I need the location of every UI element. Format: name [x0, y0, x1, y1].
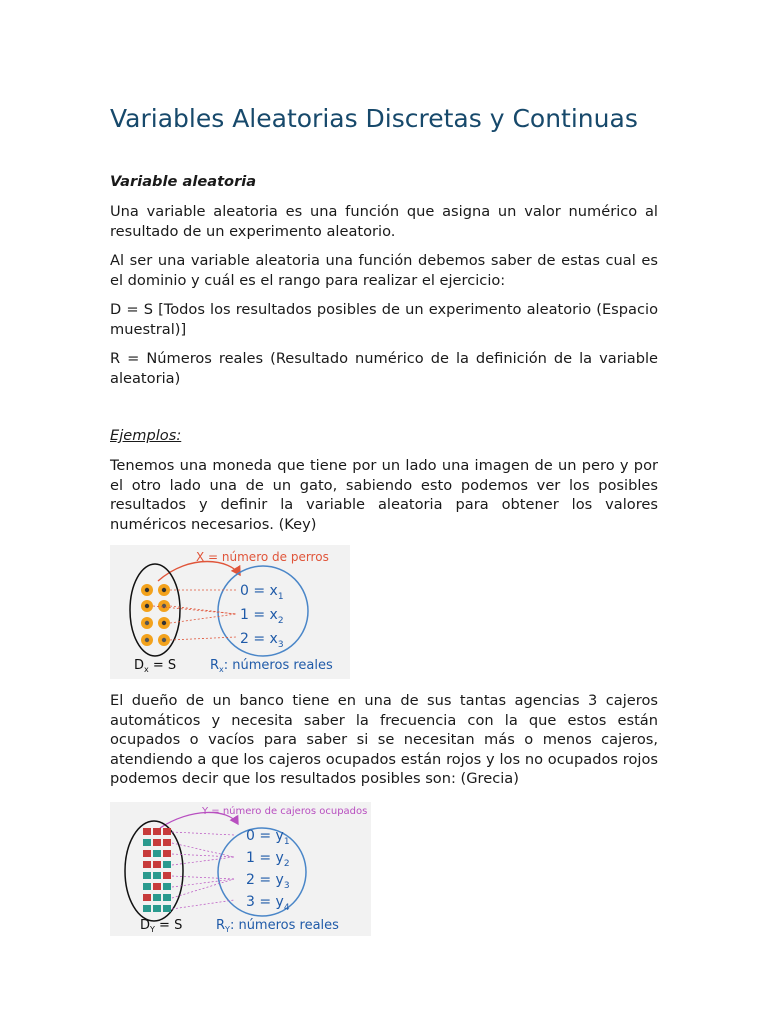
map-label: X = número de perros — [196, 550, 329, 564]
svg-text:0 = x1: $0 = x_1$ — [240, 583, 284, 602]
mapping-arrow — [158, 562, 240, 582]
coin-outcomes — [141, 584, 170, 646]
figure-atm-mapping — [110, 802, 371, 936]
range-value: 1 = x — [240, 607, 278, 623]
range-value: 3 = y — [246, 894, 284, 910]
figure-coin-mapping — [110, 545, 350, 679]
svg-text:0 = y1: $0 = y_1$ — [246, 828, 290, 847]
range-value: 0 = y — [246, 828, 284, 844]
domain-label: $D_x = S$ — [134, 658, 177, 674]
figure-coin-svg — [110, 545, 350, 679]
mapping-lines — [172, 832, 234, 909]
section-heading: Variable aleatoria — [110, 173, 257, 190]
range-values — [246, 828, 290, 913]
figure-atm-svg — [110, 802, 371, 936]
svg-text:1 = y2: $1 = y_2$ — [246, 850, 290, 869]
map-label: Y = número de cajeros ocupados — [202, 806, 368, 817]
range-values — [240, 583, 284, 650]
domain-ellipse — [130, 564, 180, 656]
paragraph-domain-range: Al ser una variable aleatoria una función debemos saber de estas cual es el dominio y cuál es el rango para realizar el ejercicio: — [110, 252, 658, 289]
mapping-arrow — [160, 812, 238, 828]
range-value: 2 = x — [240, 631, 278, 647]
page-title: Variables Aleatorias Discretas y Continuas — [110, 104, 638, 133]
paragraph-definition: Una variable aleatoria es una función que asigna un valor numérico al resultado de un experimento aleatorio. — [110, 203, 658, 240]
range-label: $R_Y$: números reales — [216, 918, 339, 934]
range-value: 1 = y — [246, 850, 284, 866]
svg-text:2 = y3: $2 = y_3$ — [246, 872, 290, 891]
svg-text:1 = x2: $1 = x_2$ — [240, 607, 284, 626]
svg-text:3 = y4: $3 = y_4$ — [246, 894, 290, 913]
range-value: 0 = x — [240, 583, 278, 599]
svg-text:2 = x3: $2 = x_3$ — [240, 631, 284, 650]
example1-text: Tenemos una moneda que tiene por un lado una imagen de un pero y por el otro lado una de un gato, sabiendo esto podemos ver los posibles resultados y definir la variable aleatoria para obtener los valores numéricos necesarios. (Key) — [110, 457, 658, 533]
range-label: $R_x$: números reales — [210, 658, 333, 674]
paragraph-domain: D = S [Todos los resultados posibles de un experimento aleatorio (Espacio muestral)] — [110, 301, 658, 338]
domain-label: $D_Y = S$ — [140, 918, 183, 934]
atm-outcomes — [143, 828, 171, 912]
example2-text: El dueño de un banco tiene en una de sus tantas agencias 3 cajeros automáticos y necesita saber la frecuencia con la que estos están ocupados o vacíos para saber si se necesitan más o menos cajeros, atendiendo a que los cajeros ocupados están rojos y los no ocupados rojos podemos decir que los resultados posibles son: (Grecia) — [110, 692, 658, 788]
range-value: 2 = y — [246, 872, 284, 888]
paragraph-range: R = Números reales (Resultado numérico de la definición de la variable aleatoria) — [110, 350, 658, 387]
examples-heading: Ejemplos: — [110, 427, 182, 444]
